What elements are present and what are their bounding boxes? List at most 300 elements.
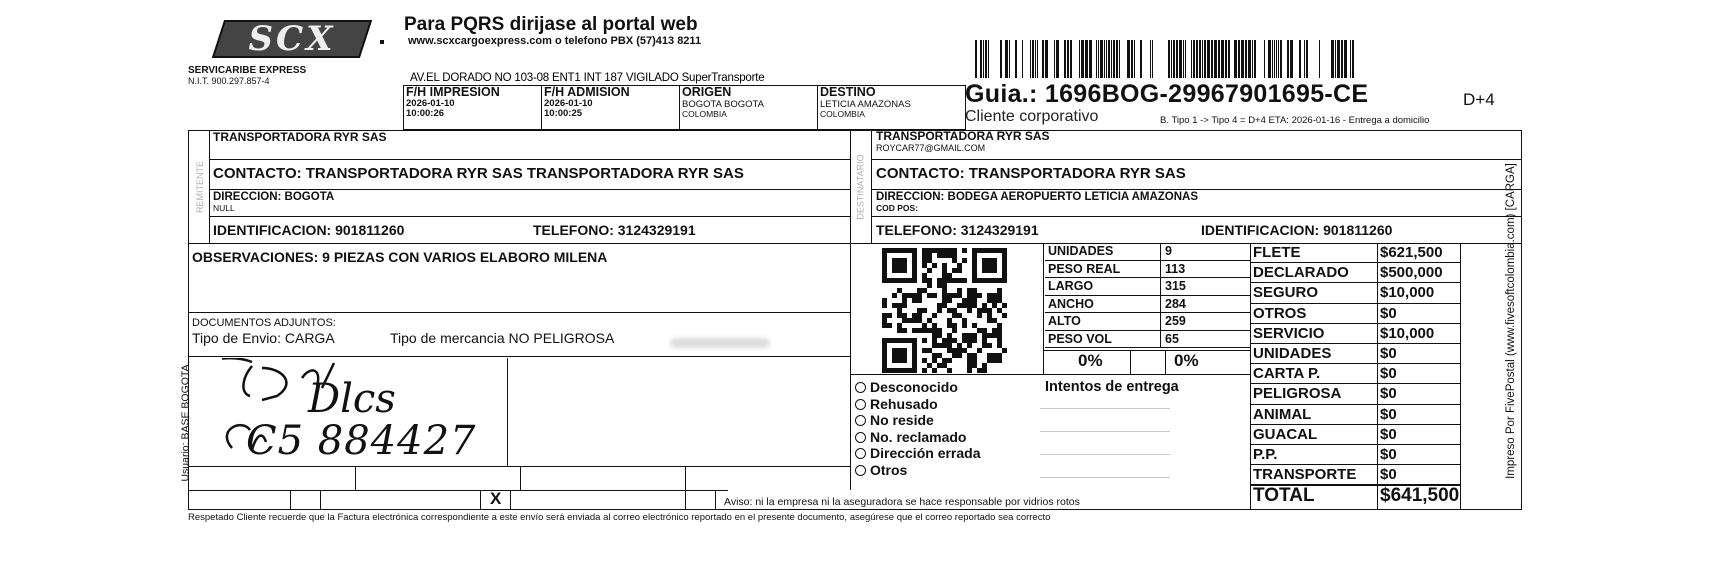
qr-module bbox=[947, 273, 952, 278]
charge-value: $500,000 bbox=[1380, 264, 1443, 282]
qr-module bbox=[932, 313, 937, 318]
qr-module bbox=[952, 323, 957, 328]
barcode-bar bbox=[1054, 40, 1055, 78]
qr-module bbox=[987, 353, 992, 358]
divider bbox=[1043, 243, 1044, 375]
qr-module bbox=[932, 353, 937, 358]
charge-value: $0 bbox=[1380, 365, 1397, 383]
sender-id-row bbox=[210, 217, 850, 242]
barcode-bar bbox=[1098, 40, 1099, 78]
qr-module bbox=[882, 318, 887, 323]
barcode-bar bbox=[1171, 40, 1172, 78]
qr-module bbox=[947, 358, 952, 363]
qr-module bbox=[987, 358, 992, 363]
total-value: $641,500 bbox=[1380, 485, 1460, 506]
sender-side-text: REMITENTE bbox=[194, 160, 205, 213]
qr-module bbox=[912, 328, 917, 333]
qr-module bbox=[947, 308, 952, 313]
charge-row bbox=[1251, 425, 1460, 445]
measures-table bbox=[1045, 243, 1250, 348]
qr-module bbox=[937, 363, 942, 368]
qr-module bbox=[897, 308, 902, 313]
charge-label: SERVICIO bbox=[1253, 324, 1325, 342]
qr-module bbox=[987, 333, 992, 338]
qr-module bbox=[982, 303, 987, 308]
sender-name: TRANSPORTADORA RYR SAS bbox=[210, 130, 850, 160]
qr-module bbox=[937, 278, 942, 283]
status-option-label: Dirección errada bbox=[870, 445, 981, 461]
sender-identificacion: IDENTIFICACION: 901811260 bbox=[213, 221, 405, 238]
qr-module bbox=[917, 313, 922, 318]
charge-label: PELIGROSA bbox=[1253, 385, 1342, 403]
recipient-contacto: CONTACTO: TRANSPORTADORA RYR SAS bbox=[872, 160, 1522, 190]
qr-module bbox=[922, 273, 927, 278]
attempt-lines bbox=[1040, 408, 1170, 500]
qr-module bbox=[942, 288, 947, 293]
recipient-id-row bbox=[872, 217, 1522, 242]
barcode-bar bbox=[1191, 40, 1192, 78]
qr-module bbox=[947, 323, 952, 328]
qr-module bbox=[962, 348, 967, 353]
barcode-bar bbox=[1070, 40, 1072, 78]
radio-circle-icon bbox=[855, 399, 866, 410]
qr-module bbox=[932, 338, 937, 343]
qr-module bbox=[902, 303, 907, 308]
qr-module bbox=[942, 303, 947, 308]
barcode-bar bbox=[1064, 40, 1066, 78]
qr-module bbox=[972, 353, 977, 358]
charge-label: DECLARADO bbox=[1253, 264, 1349, 282]
qr-module bbox=[912, 298, 917, 303]
barcode-bar bbox=[1079, 40, 1080, 78]
measure-label: ALTO bbox=[1045, 313, 1161, 330]
admision-cell bbox=[542, 86, 680, 129]
qr-module bbox=[992, 298, 997, 303]
status-option-label: No. reclamado bbox=[870, 428, 967, 445]
qr-module bbox=[997, 323, 1002, 328]
impresion-cell bbox=[404, 86, 542, 129]
barcode bbox=[975, 40, 1357, 78]
qr-module bbox=[922, 308, 927, 313]
qr-module bbox=[967, 353, 972, 358]
sender-block bbox=[210, 130, 850, 243]
qr-module bbox=[972, 298, 977, 303]
qr-module bbox=[977, 348, 982, 353]
qr-module bbox=[922, 253, 927, 258]
qr-module bbox=[882, 313, 887, 318]
qr-module bbox=[962, 333, 967, 338]
charge-label: CARTA P. bbox=[1253, 365, 1321, 383]
qr-module bbox=[947, 293, 952, 298]
attempt-line bbox=[1040, 454, 1170, 455]
qr-module bbox=[997, 353, 1002, 358]
checkbox-mark: X bbox=[490, 489, 502, 508]
qr-module bbox=[957, 293, 962, 298]
qr-module bbox=[932, 328, 937, 333]
charge-value: $0 bbox=[1380, 445, 1397, 463]
qr-module bbox=[897, 313, 902, 318]
barcode-bar bbox=[1319, 40, 1320, 78]
qr-module bbox=[982, 338, 987, 343]
charge-row bbox=[1251, 405, 1460, 425]
barcode-bar bbox=[1337, 40, 1340, 78]
qr-module bbox=[882, 323, 887, 328]
percent-right: 0% bbox=[1174, 351, 1199, 370]
barcode-bar bbox=[1276, 40, 1277, 78]
qr-module bbox=[947, 318, 952, 323]
barcode-bar bbox=[1211, 40, 1213, 78]
qr-module bbox=[932, 248, 937, 253]
barcode-bar bbox=[1202, 40, 1203, 78]
qr-code bbox=[882, 248, 1007, 373]
side-text bbox=[1500, 126, 1522, 516]
qr-module bbox=[952, 268, 957, 273]
qr-module bbox=[947, 298, 952, 303]
qr-module bbox=[882, 303, 887, 308]
qr-module bbox=[902, 318, 907, 323]
measure-label: LARGO bbox=[1045, 278, 1161, 295]
qr-module bbox=[892, 293, 897, 298]
qr-module bbox=[997, 338, 1002, 343]
qr-module bbox=[997, 293, 1002, 298]
charge-value: $0 bbox=[1380, 304, 1397, 322]
measure-value: 113 bbox=[1165, 261, 1186, 276]
radio-circle-icon bbox=[855, 432, 866, 443]
qr-module bbox=[992, 353, 997, 358]
signature-line1: Dlcs bbox=[308, 376, 396, 422]
divider bbox=[188, 466, 850, 467]
divider bbox=[850, 374, 1250, 375]
qr-module bbox=[957, 263, 962, 268]
qr-module bbox=[982, 368, 987, 373]
qr-module bbox=[987, 318, 992, 323]
charge-row bbox=[1251, 445, 1460, 465]
qr-module bbox=[927, 248, 932, 253]
barcode-bar bbox=[1350, 40, 1351, 78]
barcode-bar bbox=[1299, 40, 1301, 78]
status-option-label: Desconocido bbox=[870, 379, 958, 395]
measure-value: 9 bbox=[1165, 244, 1172, 258]
qr-module bbox=[947, 333, 952, 338]
measure-label: PESO REAL bbox=[1045, 261, 1161, 278]
qr-module bbox=[967, 363, 972, 368]
qr-module bbox=[987, 293, 992, 298]
barcode-bar bbox=[1248, 40, 1251, 78]
origen-cell bbox=[680, 86, 818, 129]
qr-module bbox=[942, 283, 947, 288]
divider bbox=[685, 466, 686, 490]
qr-module bbox=[897, 328, 902, 333]
impresion-label: F/H IMPRESION bbox=[406, 85, 500, 99]
qr-module bbox=[927, 293, 932, 298]
qr-module bbox=[922, 278, 927, 283]
measure-label: ANCHO bbox=[1045, 296, 1161, 313]
divider bbox=[510, 490, 511, 510]
measure-label: UNIDADES bbox=[1045, 243, 1161, 260]
qr-module bbox=[932, 368, 937, 373]
qr-module bbox=[957, 303, 962, 308]
charge-label: ANIMAL bbox=[1253, 405, 1312, 423]
qr-module bbox=[987, 313, 992, 318]
qr-module bbox=[982, 328, 987, 333]
barcode-bar bbox=[1241, 40, 1244, 78]
barcode-bar bbox=[1274, 40, 1275, 78]
qr-module bbox=[997, 288, 1002, 293]
delivery-status-list bbox=[855, 379, 981, 478]
barcode-bar bbox=[1207, 40, 1210, 78]
measure-value: 284 bbox=[1165, 296, 1186, 311]
tipo-envio: Tipo de Envio: CARGA bbox=[192, 330, 335, 346]
recipient-side-text: DESTINATARIO bbox=[856, 153, 867, 220]
qr-module bbox=[997, 308, 1002, 313]
barcode-bar bbox=[1245, 40, 1247, 78]
barcode-bar bbox=[1152, 40, 1153, 78]
divider bbox=[290, 490, 291, 510]
tipo-mercancia: Tipo de mercancia NO PELIGROSA bbox=[390, 330, 615, 346]
attempt-line bbox=[1040, 408, 1170, 409]
origen-country: COLOMBIA bbox=[682, 109, 727, 119]
barcode-bar bbox=[1218, 40, 1220, 78]
qr-module bbox=[942, 293, 947, 298]
aviso: Aviso: ni la empresa ni la aseguradora se hace responsable por vidrios rotos bbox=[724, 496, 1080, 508]
charge-value: $0 bbox=[1380, 344, 1397, 362]
qr-module bbox=[962, 338, 967, 343]
qr-module bbox=[937, 283, 942, 288]
qr-module bbox=[977, 368, 982, 373]
qr-module bbox=[902, 313, 907, 318]
barcode-bar bbox=[1104, 40, 1105, 78]
qr-module bbox=[972, 288, 977, 293]
status-option bbox=[855, 412, 981, 429]
qr-module bbox=[962, 318, 967, 323]
qr-module bbox=[952, 338, 957, 343]
qr-module bbox=[962, 258, 967, 263]
qr-module bbox=[947, 338, 952, 343]
qr-module bbox=[952, 308, 957, 313]
qr-module bbox=[947, 248, 952, 253]
charge-label: FLETE bbox=[1253, 244, 1301, 261]
qr-module bbox=[922, 323, 927, 328]
barcode-bar bbox=[1278, 40, 1279, 78]
delivery-code: D+4 bbox=[1463, 90, 1495, 109]
qr-module bbox=[942, 268, 947, 273]
divider bbox=[685, 490, 686, 510]
barcode-bar bbox=[1111, 40, 1112, 78]
qr-module bbox=[937, 253, 942, 258]
qr-module bbox=[927, 258, 932, 263]
barcode-bar bbox=[1268, 40, 1271, 78]
barcode-bar bbox=[1214, 40, 1217, 78]
charge-value: $10,000 bbox=[1380, 284, 1435, 302]
recipient-direccion: DIRECCION: BODEGA AEROPUERTO LETICIA AMAZONAS bbox=[876, 191, 1199, 203]
qr-module bbox=[972, 363, 977, 368]
qr-module bbox=[887, 313, 892, 318]
barcode-bar bbox=[1113, 40, 1115, 78]
qr-module bbox=[952, 248, 957, 253]
charge-value: $10,000 bbox=[1380, 324, 1435, 342]
qr-module bbox=[942, 263, 947, 268]
qr-module bbox=[897, 303, 902, 308]
total-label: TOTAL bbox=[1253, 485, 1315, 506]
status-option-label: Otros bbox=[870, 461, 908, 478]
qr-module bbox=[1002, 313, 1007, 318]
barcode-bar bbox=[1085, 40, 1088, 78]
barcode-bar bbox=[1106, 40, 1107, 78]
attempt-line bbox=[1040, 477, 1170, 478]
qr-module bbox=[982, 363, 987, 368]
qr-module bbox=[967, 358, 972, 363]
sender-direccion: DIRECCION: BOGOTA bbox=[213, 191, 335, 203]
divider bbox=[715, 490, 716, 510]
qr-module bbox=[957, 268, 962, 273]
ink-dot bbox=[380, 40, 384, 44]
qr-module bbox=[927, 268, 932, 273]
address-line: AV.EL DORADO NO 103-08 ENT1 INT 187 VIGILADO SuperTransporte bbox=[410, 72, 765, 84]
barcode-bar bbox=[1225, 40, 1227, 78]
qr-module bbox=[962, 303, 967, 308]
logo-text: SCX bbox=[248, 19, 336, 59]
qr-module bbox=[922, 258, 927, 263]
barcode-bar bbox=[1100, 40, 1103, 78]
footer-note: Respetado Cliente recuerde que la Factura electrónica correspondiente a este envío será enviada al correo electrónico reportado en el presente documento, asegúrese que el correo reportado sea correcto bbox=[188, 512, 1051, 523]
qr-module bbox=[942, 253, 947, 258]
charge-row bbox=[1251, 324, 1460, 344]
qr-module bbox=[967, 303, 972, 308]
qr-module bbox=[922, 328, 927, 333]
charge-label: P.P. bbox=[1253, 445, 1278, 463]
qr-module bbox=[902, 298, 907, 303]
barcode-bar bbox=[1272, 40, 1273, 78]
barcode-bar bbox=[1127, 40, 1130, 78]
status-option bbox=[855, 379, 981, 396]
qr-module bbox=[917, 308, 922, 313]
measure-row bbox=[1045, 331, 1250, 349]
measure-row bbox=[1045, 278, 1250, 296]
charge-value: $621,500 bbox=[1380, 244, 1443, 261]
destino-country: COLOMBIA bbox=[820, 109, 865, 119]
barcode-bar bbox=[1335, 40, 1336, 78]
radio-circle-icon bbox=[855, 415, 866, 426]
divider bbox=[320, 490, 321, 510]
qr-module bbox=[967, 343, 972, 348]
divider bbox=[188, 490, 728, 491]
qr-module bbox=[932, 293, 937, 298]
barcode-bar bbox=[975, 40, 977, 78]
qr-module bbox=[927, 328, 932, 333]
qr-module bbox=[932, 323, 937, 328]
charge-row bbox=[1251, 304, 1460, 324]
qr-module bbox=[962, 278, 967, 283]
qr-module bbox=[967, 368, 972, 373]
qr-module bbox=[942, 273, 947, 278]
qr-module bbox=[952, 258, 957, 263]
qr-module bbox=[912, 318, 917, 323]
radio-circle-icon bbox=[855, 448, 866, 459]
measure-label: PESO VOL bbox=[1045, 331, 1161, 348]
divider bbox=[1043, 350, 1250, 351]
qr-module bbox=[952, 293, 957, 298]
qr-module bbox=[917, 288, 922, 293]
recipient-name: TRANSPORTADORA RYR SAS bbox=[876, 129, 1050, 143]
qr-module bbox=[922, 288, 927, 293]
qr-module bbox=[957, 313, 962, 318]
barcode-bar bbox=[1193, 40, 1195, 78]
barcode-bar bbox=[985, 40, 987, 78]
barcode-bar bbox=[1056, 40, 1059, 78]
measure-row bbox=[1045, 313, 1250, 331]
charge-label: SEGURO bbox=[1253, 284, 1319, 302]
status-option bbox=[855, 445, 981, 462]
sender-direccion-cell bbox=[210, 190, 850, 217]
qr-module bbox=[982, 308, 987, 313]
barcode-bar bbox=[1306, 40, 1308, 78]
qr-module bbox=[942, 278, 947, 283]
qr-module bbox=[917, 328, 922, 333]
barcode-bar bbox=[1009, 40, 1010, 78]
qr-module bbox=[997, 343, 1002, 348]
recipient-email: ROYCAR77@GMAIL.COM bbox=[876, 143, 986, 153]
qr-finder bbox=[892, 348, 907, 363]
barcode-bar bbox=[1131, 40, 1133, 78]
company-nit: N.I.T. 900.297.857-4 bbox=[188, 76, 270, 86]
barcode-bar bbox=[1352, 40, 1354, 78]
measure-row bbox=[1045, 243, 1250, 261]
divider bbox=[520, 466, 521, 490]
barcode-bar bbox=[1179, 40, 1182, 78]
qr-module bbox=[942, 358, 947, 363]
qr-module bbox=[947, 278, 952, 283]
qr-module bbox=[897, 288, 902, 293]
origen-label: ORIGEN bbox=[682, 85, 732, 99]
measure-row bbox=[1045, 296, 1250, 314]
admision-label: F/H ADMISION bbox=[544, 85, 630, 99]
status-option bbox=[855, 396, 981, 413]
qr-module bbox=[917, 293, 922, 298]
side-text-content: Impreso Por FivePostal (www.fivesoftcolombia.com) [CARGA] bbox=[1505, 163, 1518, 479]
qr-module bbox=[952, 328, 957, 333]
qr-module bbox=[952, 253, 957, 258]
barcode-bar bbox=[1344, 40, 1347, 78]
barcode-bar bbox=[1005, 40, 1008, 78]
qr-module bbox=[992, 333, 997, 338]
charge-row bbox=[1251, 364, 1460, 384]
divider bbox=[1165, 350, 1166, 374]
impresion-date: 2026-01-10 bbox=[406, 98, 455, 109]
qr-module bbox=[922, 368, 927, 373]
qr-module bbox=[977, 293, 982, 298]
company-logo bbox=[212, 20, 372, 58]
barcode-bar bbox=[1015, 40, 1017, 78]
qr-module bbox=[947, 368, 952, 373]
qr-module bbox=[987, 308, 992, 313]
qr-module bbox=[942, 343, 947, 348]
qr-module bbox=[967, 293, 972, 298]
radio-circle-icon bbox=[855, 382, 866, 393]
divider bbox=[1130, 350, 1131, 374]
qr-module bbox=[967, 333, 972, 338]
barcode-bar bbox=[1150, 40, 1151, 78]
barcode-bar bbox=[1304, 40, 1305, 78]
measure-value: 315 bbox=[1165, 279, 1186, 293]
barcode-bar bbox=[1221, 40, 1224, 78]
pqrs-notice: Para PQRS dirijase al portal web bbox=[404, 14, 698, 35]
barcode-bar bbox=[1030, 40, 1031, 78]
qr-module bbox=[907, 318, 912, 323]
qr-module bbox=[937, 353, 942, 358]
observaciones: OBSERVACIONES: 9 PIEZAS CON VARIOS ELABORO MILENA bbox=[192, 249, 608, 265]
barcode-bar bbox=[1280, 40, 1282, 78]
qr-module bbox=[987, 298, 992, 303]
